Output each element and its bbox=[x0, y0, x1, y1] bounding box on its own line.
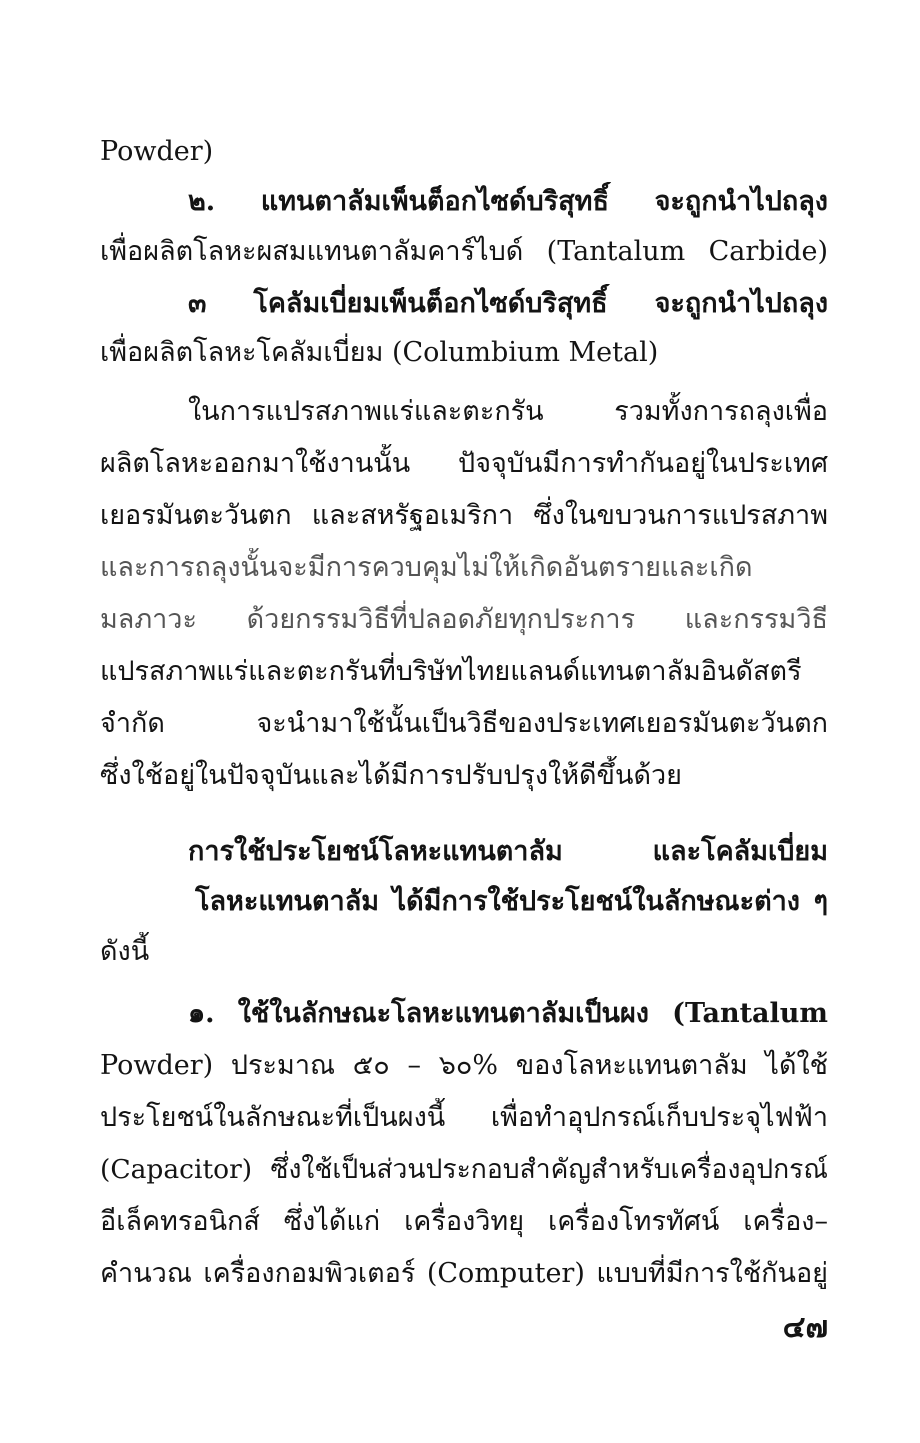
text-line: เพื่อผลิตโลหะโคลัมเบี่ยม (Columbium Metal) bbox=[100, 337, 659, 368]
text-line: ประโยชน์ในลักษณะที่เป็นผงนี้ เพื่อทำอุปกรณ์เก็บประจุไฟฟ้า bbox=[100, 1102, 828, 1133]
text-line: ๒. แทนตาลัมเพ็นต็อกไซด์บริสุทธิ์ จะถูกนำไปถลุง bbox=[188, 186, 828, 217]
text-line: เพื่อผลิตโลหะผสมแทนตาลัมคาร์ไบด์ (Tantalum Carbide) bbox=[100, 236, 828, 267]
text-line: และการถลุงนั้นจะมีการควบคุมไม่ให้เกิดอันตรายและเกิด bbox=[100, 552, 753, 583]
text-line: (Capacitor) ซึ่งใช้เป็นส่วนประกอบสำคัญสำหรับเครื่องอุปกรณ์ bbox=[100, 1154, 828, 1185]
text-line: ในการแปรสภาพแร่และตะกรัน รวมทั้งการถลุงเพื่อ bbox=[188, 396, 828, 427]
text-line: ซึ่งใช้อยู่ในปัจจุบันและได้มีการปรับปรุงให้ดีขึ้นด้วย bbox=[100, 760, 682, 791]
text-line: ๑. ใช้ในลักษณะโลหะแทนตาลัมเป็นผง (Tantalum bbox=[188, 998, 828, 1029]
text-line: เยอรมันตะวันตก และสหรัฐอเมริกา ซึ่งในขบวนการแปรสภาพ bbox=[100, 500, 828, 531]
text-line: ๓ โคลัมเบี่ยมเพ็นต็อกไซด์บริสุทธิ์ จะถูกนำไปถลุง bbox=[188, 288, 828, 319]
text-line: อีเล็คทรอนิกส์ ซึ่งได้แก่ เครื่องวิทยุ เครื่องโทรทัศน์ เครื่อง– bbox=[100, 1206, 828, 1237]
text-line: โลหะแทนตาลัม ได้มีการใช้ประโยชน์ในลักษณะต่าง ๆ bbox=[195, 886, 828, 917]
text-line: Powder) ประมาณ ๕๐ – ๖๐% ของโลหะแทนตาลัม ได้ใช้ bbox=[100, 1050, 828, 1081]
text-line: จำกัด จะนำมาใช้นั้นเป็นวิธีของประเทศเยอรมันตะวันตก bbox=[100, 708, 828, 739]
page-number: ๔๗ bbox=[782, 1310, 828, 1345]
text-line: Powder) bbox=[100, 136, 214, 167]
text-line: ดังนี้ bbox=[100, 936, 150, 967]
text-line: มลภาวะ ด้วยกรรมวิธีที่ปลอดภัยทุกประการ และกรรมวิธี bbox=[100, 604, 828, 635]
section-heading: การใช้ประโยชน์โลหะแทนตาลัม และโคลัมเบี่ยม bbox=[188, 836, 828, 867]
text-line: แปรสภาพแร่และตะกรันที่บริษัทไทยแลนด์แทนตาลัมอินดัสตรี bbox=[100, 656, 802, 687]
text-line: ผลิตโลหะออกมาใช้งานนั้น ปัจจุบันมีการทำกันอยู่ในประเทศ bbox=[100, 448, 828, 479]
text-line: คำนวณ เครื่องกอมพิวเตอร์ (Computer) แบบที่มีการใช้กันอยู่ bbox=[100, 1258, 828, 1289]
